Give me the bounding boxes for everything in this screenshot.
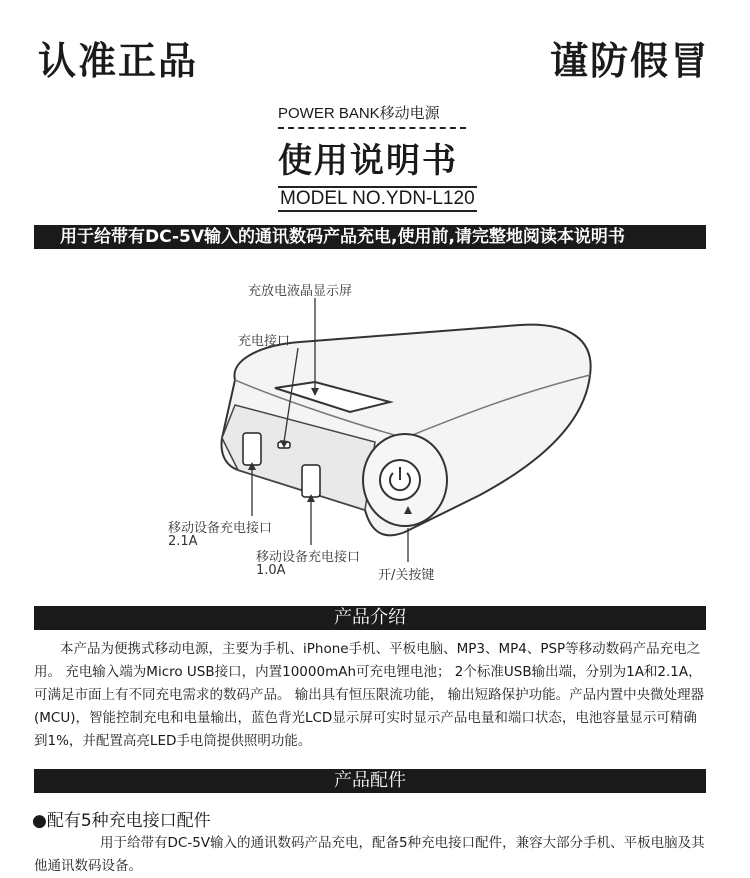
- model-number: MODEL NO.YDN-L120: [278, 186, 477, 212]
- output-port-2-label: 移动设备充电接口: [256, 550, 361, 565]
- intro-paragraph: 本产品为便携式移动电源，主要为手机、iPhone手机、平板电脑、MP3、MP4、PSP等移动数码产品充电之用。 充电输入端为Micro USB接口，内置10000mAh可充电锂电池； 2个标准USB输出端，分别为1A和2.1A， 可满足市面上有不同充电需求的数码产品。 输出具有恒压限流功能， 输出短路保护功能。产品内置中央微处理器(MCU)，智能控制充电和电量输出，蓝色背光LCD显示屏可实时显示产品电量和端口状态，电池容量显示可精确到1%，并配置高亮LED手电筒提供照明功能。: [34, 641, 705, 749]
- dashed-divider: [278, 127, 466, 129]
- output-port-1-label: 移动设备充电接口: [168, 521, 273, 536]
- power-bank-illustration: [150, 270, 620, 590]
- title-block: [278, 102, 498, 212]
- authentic-slogan: 认准正品: [38, 39, 199, 83]
- manual-title: 使用说明书: [278, 141, 458, 181]
- accessory-section-header: 产品配件: [34, 769, 706, 793]
- lcd-screen-label: 充放电液晶显示屏: [248, 284, 353, 299]
- accessory-paragraph: 用于给带有DC-5V输入的通讯数码产品充电，配备5种充电接口配件，兼容大部分手机、平板电脑及其他通讯数码设备。: [34, 835, 705, 874]
- intro-section-header: 产品介绍: [34, 606, 706, 630]
- output-port-2-rating: 1.0A: [256, 563, 286, 578]
- usage-banner: 用于给带有DC-5V输入的通讯数码产品充电,使用前,请完整地阅读本说明书: [34, 225, 706, 249]
- anti-counterfeit-slogan: 谨防假冒: [549, 39, 710, 83]
- product-diagram: [150, 270, 620, 590]
- charge-port-label: 充电接口: [238, 334, 291, 349]
- output-port-1-rating: 2.1A: [168, 534, 198, 549]
- accessory-heading: ●配有5种充电接口配件: [32, 811, 211, 831]
- product-name: POWER BANK移动电源: [278, 105, 440, 122]
- power-button-label: 开/关按键: [378, 568, 435, 583]
